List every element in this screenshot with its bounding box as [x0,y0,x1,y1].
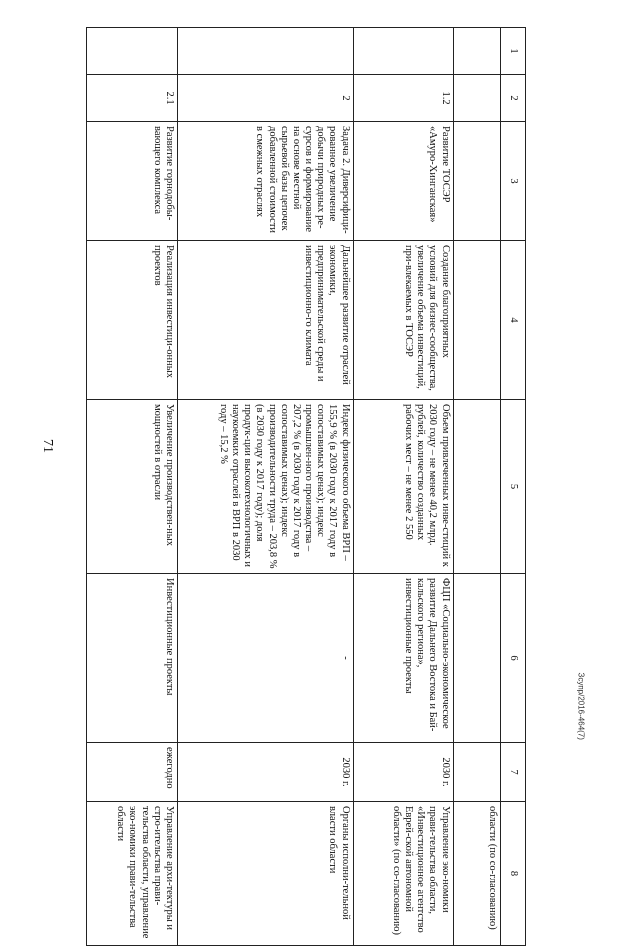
table-cell: Увеличение производствен-ных мощностей в отрасли [87,400,178,574]
table-cell [177,28,353,75]
table-cell [453,574,500,743]
item-number: 2.1 [87,75,178,122]
rotated-table-container [86,27,526,939]
table-cell: ежегодно [87,743,178,802]
table-cell: Задача 2. Диверсифици-рованное увеличение добычи природных ре-сурсов и формирование на основе местной сырьевой базы цепочек добавленной стоимости в смежных отраслях [177,122,353,241]
table-cell: Развитие ТОСЭР «Амуро-Хинганская» [353,122,453,241]
header-cell: 5 [501,400,526,574]
item-number: 2 [177,75,353,122]
table-cell: 2030 г. [353,743,453,802]
table-cell [453,743,500,802]
table-cell: Инвестиционные проекты [87,574,178,743]
table-cell: Индекс физического объема ВРП – 155,9 % (в 2030 году к 2017 году в сопоставимых ценах); индекс промышлен-ного производства – 207,2 % (в 2030 году к 2017 году в сопоставимых ценах); индекс производительности труда – 203,8 % (в 2030 году к 2017 году); доля продук-ции высокотехнологичных и наукоемких отраслей в ВРП в 2030 году – 15,2 % [177,400,353,574]
header-cell: 2 [501,75,526,122]
table-cell: - [177,574,353,743]
table-cell: Органы исполни-тельной власти области [177,802,353,946]
table-cell: Дальнейшее развитие отраслей экономики, предпринимательской среды и инвестиционно-го климата [177,241,353,400]
header-cell: 7 [501,743,526,802]
table-cell: Развитие горнодобы-вающего комплекса [87,122,178,241]
header-row [501,28,526,946]
table-cell [87,28,178,75]
header-cell: 4 [501,241,526,400]
header-cell: 6 [501,574,526,743]
page-number: 71 [40,439,55,453]
table-row [353,28,453,946]
header-cell: 8 [501,802,526,946]
plan-table [86,27,526,946]
table-row [453,28,500,946]
table-cell [453,400,500,574]
table-row [177,28,353,946]
table-cell [453,241,500,400]
document-code: Зсупр/2016-464(7) [576,672,586,740]
table-cell: Управление архи-тектуры и стро-ительства прави-тельства области, управление эко-номики прави-тельства области [87,802,178,946]
table-cell: ФЦП «Социально-экономическое развитие Дальнего Востока и Бай-кальского региона», инвестиционные проекты [353,574,453,743]
table-cell [453,122,500,241]
header-cell: 1 [501,28,526,75]
table-cell [353,28,453,75]
table-cell [453,75,500,122]
table-cell: Объем привлеченных инве-стиций к 2030 году – не менее 40,2 млрд. рублей, количество созданных рабочих мест – не менее 2 550 [353,400,453,574]
table-cell: 2030 г. [177,743,353,802]
table-cell: области (по со-гласованию) [453,802,500,946]
table-row [87,28,178,946]
table-cell [453,28,500,75]
table-cell: Управление эко-номики прави-тельства области, «Инвестиционное агентство Еврей-ской автономной области» (по со-гласованию) [353,802,453,946]
item-number: 1.2 [353,75,453,122]
table-cell: Реализация инвестици-онных проектов [87,241,178,400]
header-cell: 3 [501,122,526,241]
table-cell: Создание благоприятных условий для бизнес-сообщества, увеличение объема инвестиций, при-влекаемых в ТОСЭР [353,241,453,400]
